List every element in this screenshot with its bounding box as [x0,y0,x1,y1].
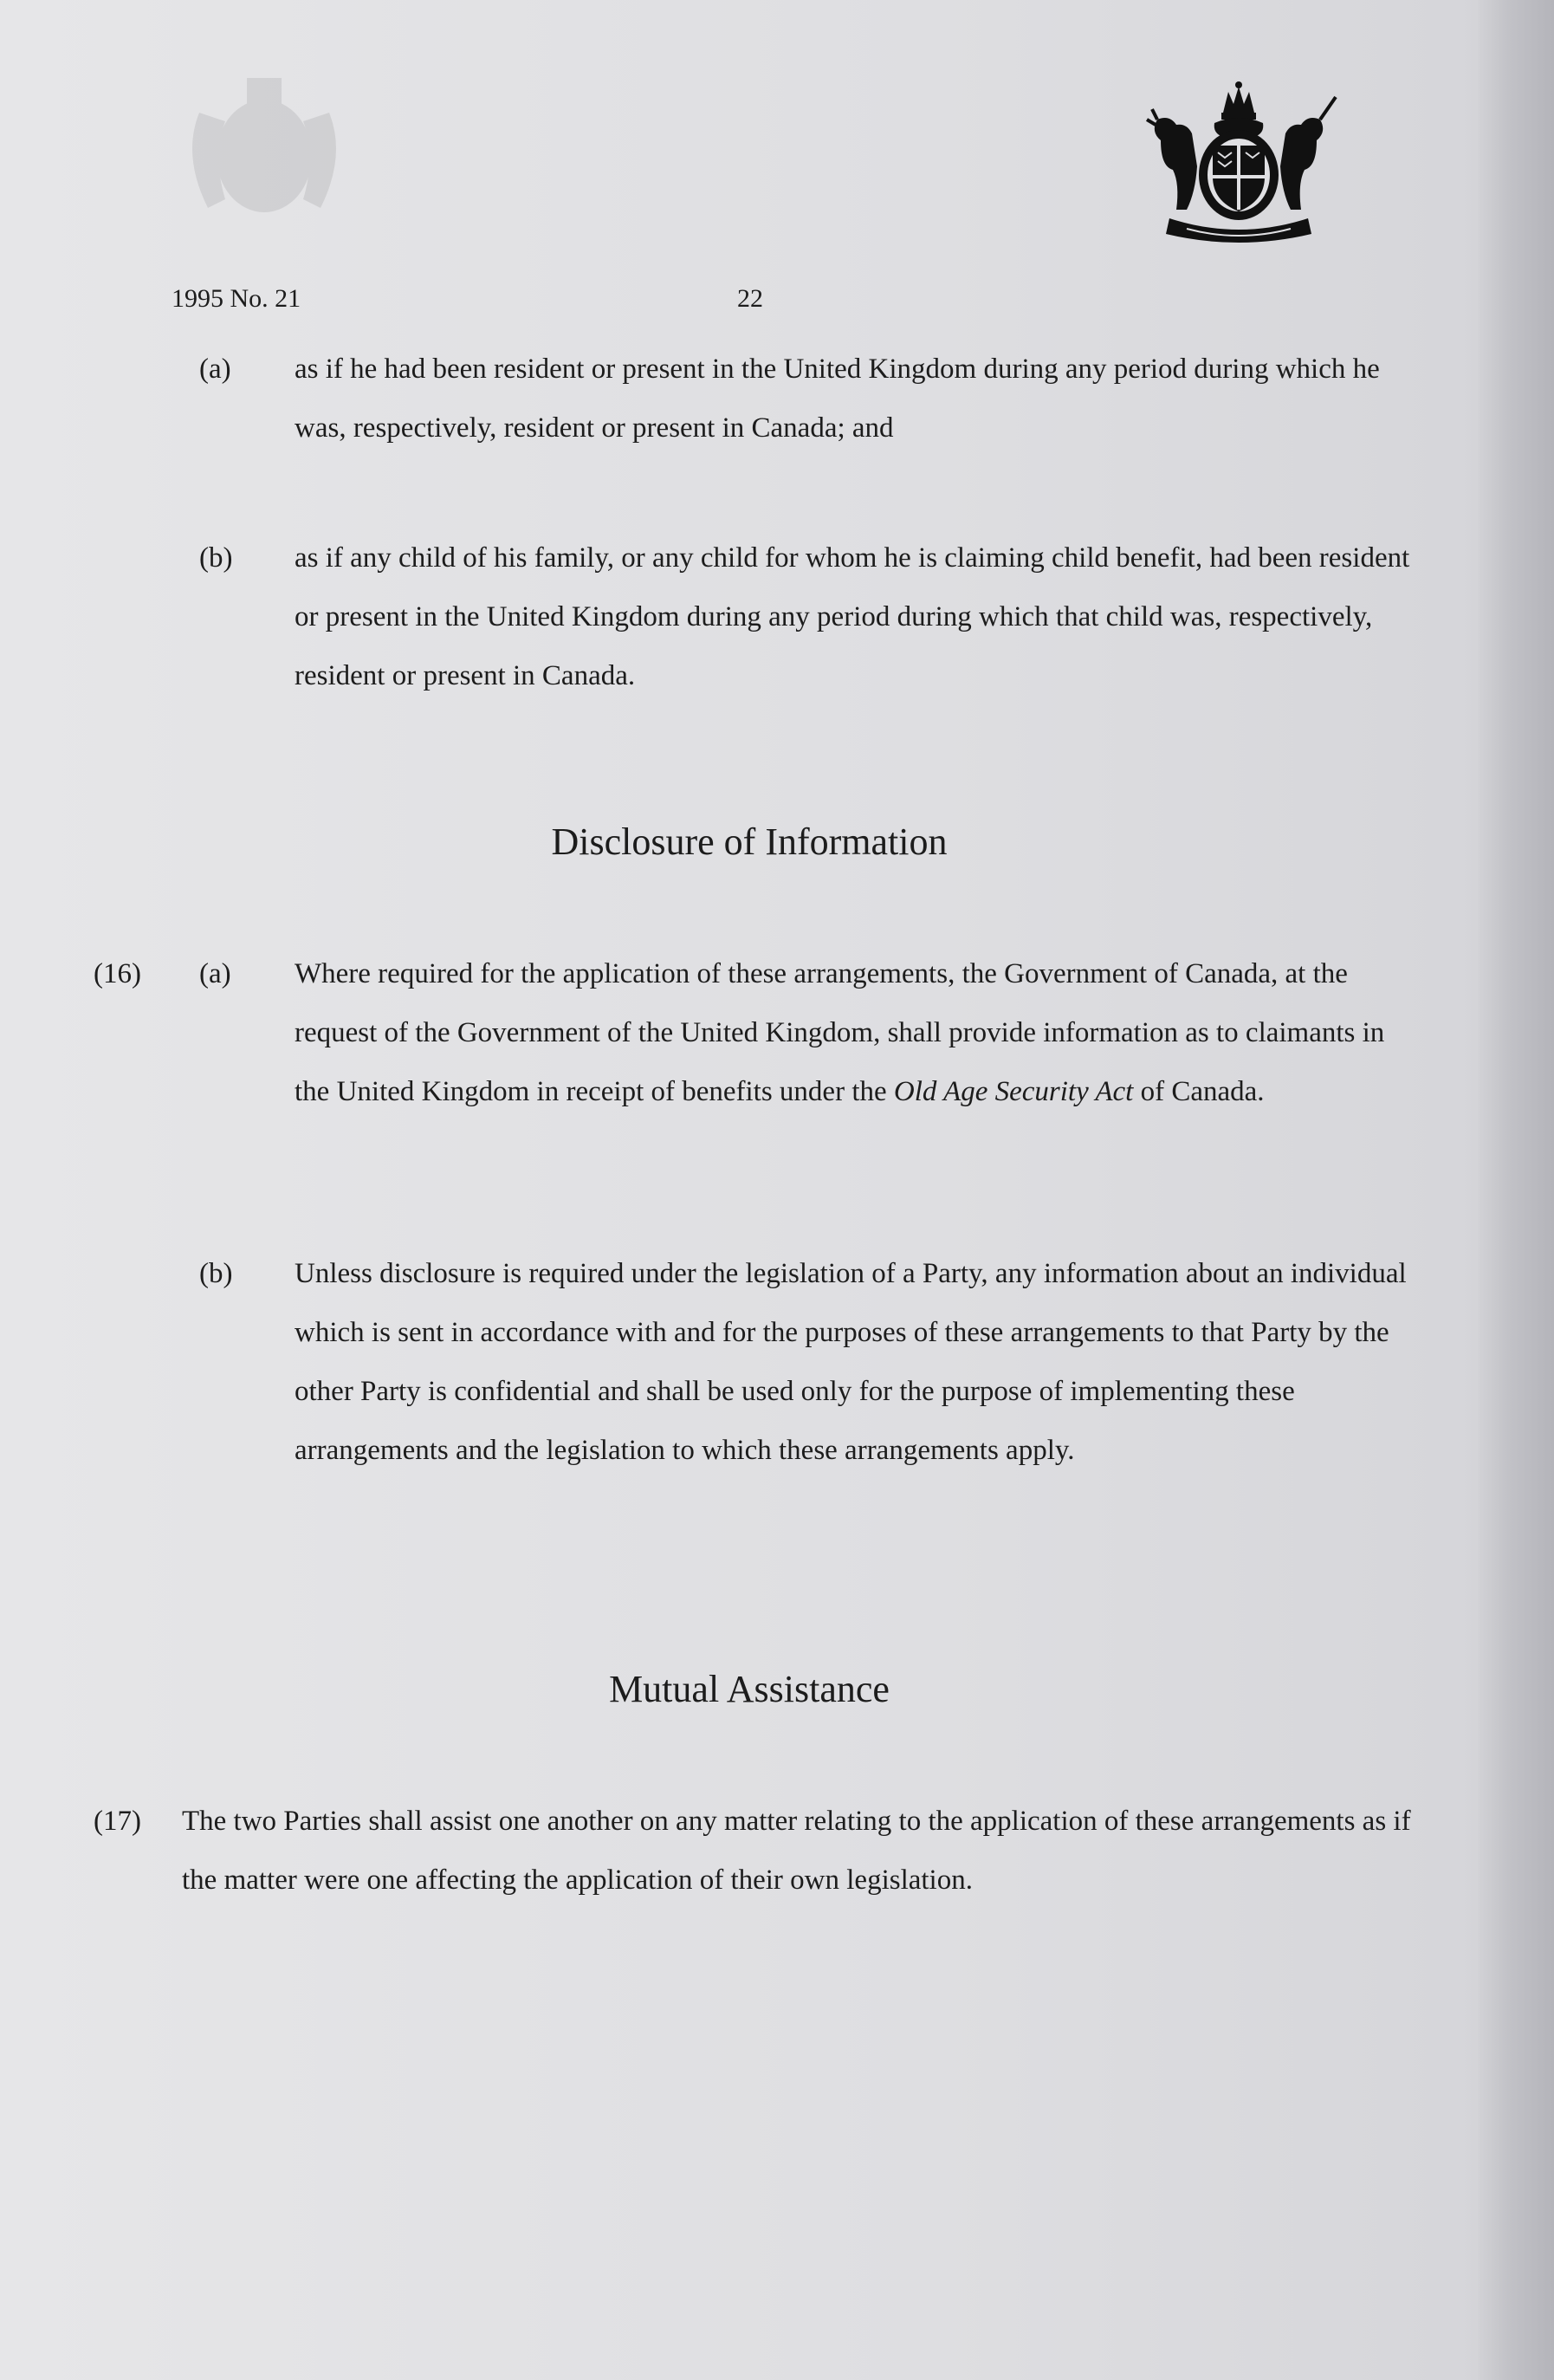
royal-coat-of-arms-icon [1135,80,1343,244]
item-text: as if any child of his family, or any child for whom he is claiming child benefit, had been resident or present in the United Kingdom during any period during which that child was, respectively, resident or present in Canada. [295,542,1410,691]
section-heading-disclosure: Disclosure of Information [551,820,948,863]
show-through-crest-icon [165,61,364,234]
item-text: Unless disclosure is required under the legislation of a Party, any information about an individual which is sent in accordance with and for the purposes of these arrangements to that Party by the other Party is confidential and shall be used only for the purpose of implementing these arrangements and the legislation to which these arrangements apply. [295,1258,1407,1466]
item-label: (a) [199,958,231,989]
section-number: (16) [94,958,141,989]
act-title-italic: Old Age Security Act [893,1076,1134,1107]
item-label: (a) [199,353,231,385]
item-label: (b) [199,542,233,574]
text-run: of Canada. [1140,1076,1265,1107]
text-run: Where required for the application of these arrangements, the Government of Canada, at the request of the Government of the United Kingdom, shall provide information as to claimants in the United Kingdom in receipt of benefits under the [295,958,1385,1107]
item-text [295,944,1412,1121]
section-number: (17) [94,1806,141,1837]
page-edge-shadow [1478,0,1554,2380]
item-text: as if he had been resident or present in the United Kingdom during any period during which he was, respectively, resident or present in Canada; and [295,353,1380,444]
section-text: The two Parties shall assist one another on any matter relating to the application of these arrangements as if the matter were one affecting the application of their own legislation. [182,1806,1411,1896]
item-label: (b) [199,1258,233,1289]
page-number: 22 [737,284,763,313]
citation-header: 1995 No. 21 [172,284,301,313]
section-heading-mutual-assistance: Mutual Assistance [609,1668,890,1710]
